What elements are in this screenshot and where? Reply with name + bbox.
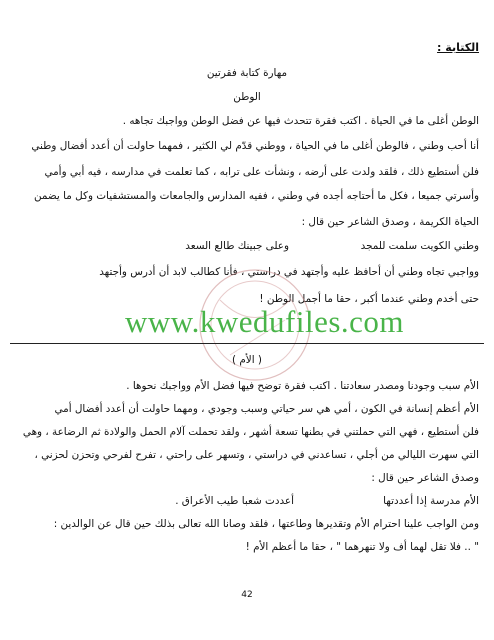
essay1-line: الحياة الكريمة ، وصدق الشاعر حين قال : (301, 216, 479, 228)
essay2-prompt: الأم سبب وجودنا ومصدر سعادتنا . اكتب فقرة توضح فيها فضل الأم وواجبك نحوها . (126, 380, 479, 392)
essay2-line: الأم أعظم إنسانة في الكون ، أمي هي سر حياتي وسبب وجودي ، ومهما حاولت أن أعدد أفضال أمي (54, 403, 479, 415)
skill-title: مهارة كتابة فقرتين (206, 67, 288, 79)
essay1-line: وأسرتي جميعا ، فكل ما أحتاجه أجده في وطني ، ففيه المدارس والجامعات والمستشفيات وكل ما يضمن (33, 190, 479, 202)
poem-verse-first-half: الأم مدرسة إذا أعددتها (383, 495, 479, 507)
essay2-closing: " .. فلا تقل لهما أف ولا تنهرهما " ، حقا ما أعظم الأم ! (245, 541, 479, 553)
essay1-line: أنا أحب وطني ، فالوطن أغلى ما في الحياة ، ووطني قدّم لي الكثير ، فمهما حاولت أن أعدد أفضال وطني (31, 140, 479, 152)
section-divider (10, 343, 484, 344)
topic-title-homeland: الوطن (233, 91, 261, 103)
essay2-line: التي سهرت الليالي من أجلي ، تساعدني في دراستي ، وتسهر على راحتي ، تفرح لفرحي وتحزن لحزني ، (34, 449, 479, 461)
essay1-closing: حتى أخدم وطني عندما أكبر ، حقا ما أجمل الوطن ! (259, 293, 479, 305)
essay1-line: وواجبي تجاه وطني أن أحافظ عليه وأجتهد في دراستي ، فأنا كطالب لابد أن أدرس وأجتهد (99, 266, 479, 278)
section-heading: الكتابة : (437, 41, 479, 54)
poem-verse-second-half: وعلى جبينك طالع السعد (185, 240, 289, 252)
poem-verse-second-half: أعددت شعبا طيب الأعراق . (175, 495, 294, 507)
essay2-line: فلن أستطيع ، فهي التي حملتني في بطنها تسعة أشهر ، ولقد تحملت آلام الحمل والولادة ثم الرضاعة ، وهي (22, 426, 479, 438)
essay1-line: فلن أستطيع ذلك ، فلقد ولدت على أرضه ، ونشأت على ترابه ، كما تعلمت في مدارسه ، فيه أبي وأمي (44, 166, 479, 178)
essay2-line: وصدق الشاعر حين قال : (371, 472, 479, 484)
essay1-prompt: الوطن أغلى ما في الحياة . اكتب فقرة تتحدث فيها عن فضل الوطن وواجبك تجاهه . (122, 115, 479, 127)
essay2-line: ومن الواجب علينا احترام الأم وتقديرها وطاعتها ، فلقد وصانا الله تعالى بذلك حين قال عن الوالدين : (53, 518, 479, 530)
poem-verse-first-half: وطني الكويت سلمت للمجد (360, 240, 479, 252)
watermark-url: www.kwedufiles.com (125, 304, 405, 339)
topic-title-mother: ( الأم ) (232, 354, 262, 366)
page-number: 42 (241, 590, 253, 600)
